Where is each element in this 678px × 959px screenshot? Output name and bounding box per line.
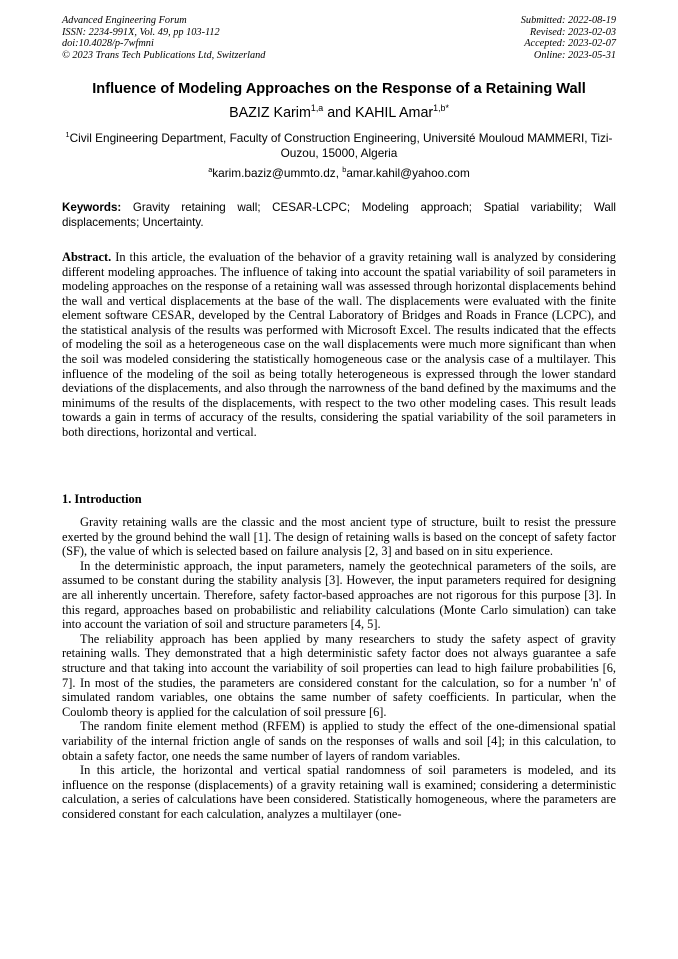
- author-1-affiliation-mark: 1,a: [310, 103, 324, 114]
- author-2-affiliation-mark: 1,b*: [433, 103, 449, 114]
- author-emails: [62, 166, 616, 180]
- introduction-body: [62, 515, 616, 821]
- paragraph: The random finite element method (RFEM) is applied to study the effect of the one-dimensional spatial variability of the internal friction angle of sands on the responses of walls and soil [4]; in this calculation, to obtain a safety factor, one needs the same number of layers of random variables.: [62, 719, 616, 763]
- paragraph: In this article, the horizontal and vertical spatial randomness of soil parameters is modeled, and its influence on the response (displacements) of a gravity retaining wall is examined; considering a deterministic calculation, a series of calculations have been considered. Statistically homogeneous, where the parameters are considered constant for each calculation, analyzes a multilayer (one-: [62, 763, 616, 821]
- paragraph: In the deterministic approach, the input parameters, namely the geotechnical parameters of the soils, are assumed to be constant during the stability analysis [3]. However, the input parameters required for designing are all inherently uncertain. Therefore, safety factor-based approaches are not rigorous for this purpose [3]. In this regard, approaches based on probabilistic and reliability calculations (Monte Carlo simulation) can take into account the variation of soil and structure parameters [4, 5].: [62, 558, 616, 632]
- paragraph: Gravity retaining walls are the classic and the most ancient type of structure, built to resist the pressure exerted by the ground behind the wall [1]. The design of retaining walls is based on the concept of safety factor (SF), the value of which is selected based on failure analysis [2, 3] and based on in situ experience.: [62, 515, 616, 559]
- journal-info: [62, 15, 265, 61]
- journal-name: Advanced Engineering Forum: [62, 15, 187, 26]
- affiliation-text: Civil Engineering Department, Faculty of Construction Engineering, Université Mouloud MAMMERI, Tizi-Ouzou, 15000, Algeria: [69, 131, 613, 160]
- author-conjunction: and: [323, 105, 356, 121]
- section-heading-introduction: 1. Introduction: [62, 492, 142, 506]
- publication-dates: [521, 15, 616, 61]
- email-a[interactable]: karim.baziz@ummto.dz,: [212, 166, 343, 180]
- keywords-label: Keywords:: [62, 201, 122, 214]
- submitted-date: Submitted: 2022-08-19: [520, 15, 616, 26]
- paragraph: The reliability approach has been applied by many researchers to study the safety aspect of gravity retaining walls. They demonstrated that a high deterministic safety factor does not always guarantee a safe structure and that taking into account the variability of soil properties can lead to high failure probabilities [6, 7]. In most of the studies, the parameters are considered constant for the calculation, so for a number 'n' of simulated random variables, one obtains the same number of safety coefficients. In particular, when the Coulomb theory is applied for the calculation of soil pressure [6].: [62, 631, 616, 719]
- copyright: © 2023 Trans Tech Publications Ltd, Switzerland: [62, 49, 266, 61]
- keywords: [62, 201, 616, 230]
- abstract: [62, 250, 616, 440]
- email-b[interactable]: amar.kahil@yahoo.com: [346, 166, 470, 180]
- affiliation-mark: 1: [65, 130, 70, 140]
- abstract-text: In this article, the evaluation of the behavior of a gravity retaining wall is analyzed by considering different modeling approaches. The influence of taking into account the spatial variability of soil parameters in modeling approaches on the response of a retaining wall was assessed through horizontal displacements behind the wall and vertical displacements at the base of the wall. The displacements were evaluated with the finite element software CESAR, developed by the Central Laboratory of Bridges and Roads in France (LCPC), and the statistical analysis of the results was performed with Microsoft Excel. The results indicated that the effects of modeling the soil as a heterogeneous case on the wall displacements were much more significant than when the soil was modeled considering the statistically homogeneous case or the analysis case of a multilayer. This influence of the modeling of the soil as being totally heterogeneous is expressed through the lower standard deviations of the displacements, and also through the narrowness of the band defined by the maximums and the minimums of the results of the displacements, with respect to the two other modeling cases. This result leads towards a gain in terms of accuracy of the results, considering the spatial variability of the soil parameters in both directions, horizontal and vertical.: [62, 250, 616, 439]
- revised-date: Revised: 2023-02-03: [529, 26, 616, 38]
- email-b-mark: b: [342, 165, 347, 175]
- abstract-label: Abstract.: [62, 250, 112, 264]
- author-1: BAZIZ Karim: [229, 105, 311, 121]
- keywords-text: Gravity retaining wall; CESAR-LCPC; Modeling approach; Spatial variability; Wall displacements; Uncertainty.: [62, 201, 616, 229]
- author-2: KAHIL Amar: [355, 105, 434, 121]
- paper-title: Influence of Modeling Approaches on the Response of a Retaining Wall: [92, 81, 586, 97]
- issn-volume: ISSN: 2234-991X, Vol. 49, pp 103-112: [62, 26, 220, 38]
- online-date: Online: 2023-05-31: [533, 49, 616, 61]
- accepted-date: Accepted: 2023-02-07: [524, 38, 616, 50]
- affiliation: [62, 131, 616, 160]
- authors: [30, 104, 648, 122]
- doi[interactable]: doi:10.4028/p-7wfmni: [62, 38, 154, 50]
- email-a-mark: a: [208, 165, 213, 175]
